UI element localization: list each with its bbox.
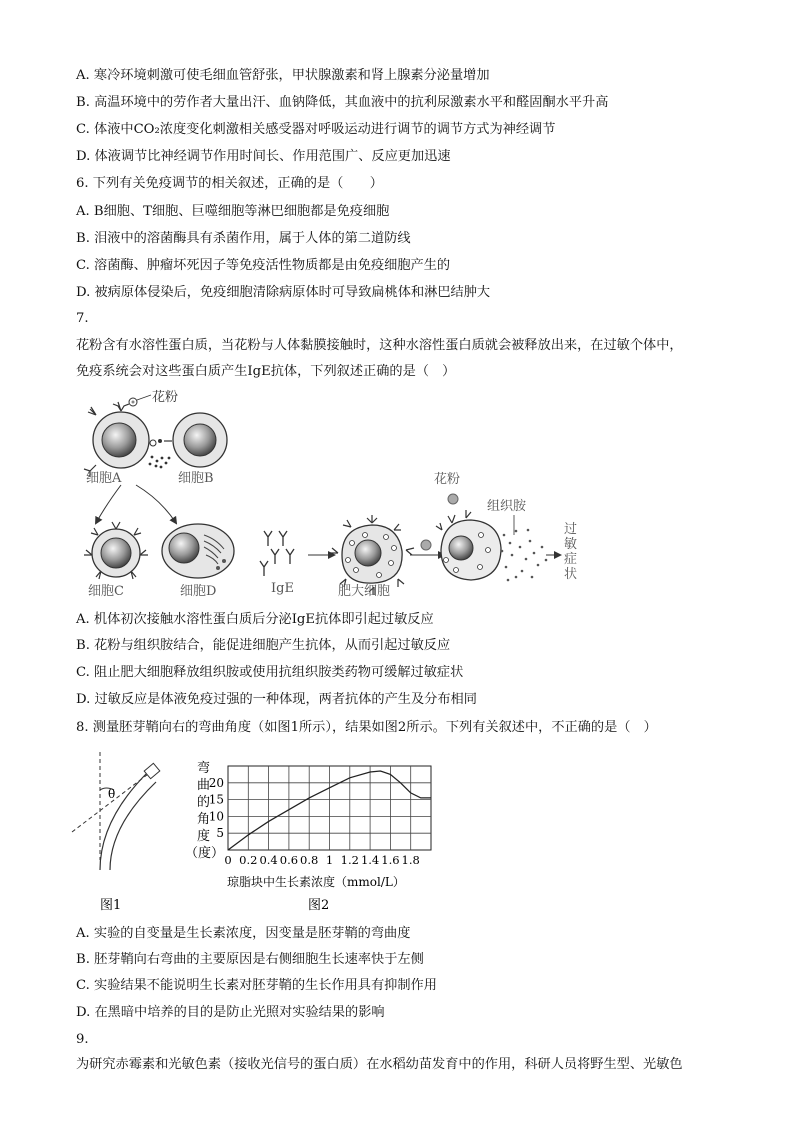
- chart-xtick-label: 1.2: [340, 853, 359, 867]
- theta-label: θ: [108, 787, 116, 801]
- chart-ylabel-char: 度: [197, 829, 211, 844]
- histamine-particles: [501, 529, 548, 582]
- q7-option-b: B. 花粉与组织胺结合，能促进细胞产生抗体，从而引起过敏反应: [76, 638, 451, 653]
- q9-number: 9.: [76, 1032, 89, 1047]
- chart-xtick-label: 0.8: [300, 853, 319, 867]
- q8-option-b: B. 胚芽鞘向右弯曲的主要原因是右侧细胞生长速率快于左侧: [76, 952, 424, 967]
- chart-ylabel-char: 弯: [197, 761, 211, 776]
- chart-xtick-label: 0: [224, 853, 232, 867]
- symptom-char-1: 过: [564, 522, 578, 537]
- q8-stem: 8. 测量胚芽鞘向右的弯曲角度（如图1所示），结果如图2所示。下列有关叙述中，不正确的是（ ）: [76, 720, 657, 735]
- q6-option-d: D. 被病原体侵染后，免疫细胞清除病原体时可导致扁桃体和淋巴结肿大: [76, 285, 491, 300]
- q5-option-a: A. 寒冷环境刺激可使毛细血管舒张，甲状腺激素和肾上腺素分泌量增加: [76, 68, 490, 83]
- q9-stem-line1: 为研究赤霉素和光敏色素（接收光信号的蛋白质）在水稻幼苗发育中的作用，科研人员将野生型、光敏色: [76, 1057, 683, 1072]
- symptom-char-3: 症: [564, 552, 578, 567]
- degranulating-mast-cell: [436, 510, 501, 580]
- chart-ytick-label: 10: [208, 809, 224, 824]
- chart-xtick-label: 0.4: [259, 853, 278, 867]
- chart-xtick-label: 0.6: [279, 853, 299, 867]
- chart-ylabel-char: 曲: [197, 778, 211, 793]
- chart-xlabel: 琼脂块中生长素浓度（mmol/L）: [227, 875, 405, 889]
- chart-ytick-label: 5: [216, 826, 224, 841]
- chart-ylabel-char: （度）: [185, 846, 225, 861]
- chart-ytick-label: 20: [208, 775, 224, 790]
- q5-option-d: D. 体液调节比神经调节作用时间长、作用范围广、反应更加迅速: [76, 149, 451, 164]
- q5-option-b: B. 高温环境中的劳作者大量出汗、血钠降低，其血液中的抗利尿激素水平和醛固酮水平升高: [76, 95, 609, 110]
- chart-xtick-label: 0.2: [239, 853, 258, 867]
- mast-cell: [330, 515, 414, 595]
- pollen-grain-icon-2: [448, 494, 458, 504]
- chart-ylabel-char: 的: [197, 795, 211, 810]
- chart-xtick-label: 1.4: [360, 853, 380, 867]
- chart-ylabel-char: 角: [197, 812, 211, 827]
- cell-d: [162, 524, 234, 578]
- q6-option-c: C. 溶菌酶、肿瘤坏死因子等免疫活性物质都是由免疫细胞产生的: [76, 258, 451, 273]
- chart-xtick-label: 1.6: [381, 853, 400, 867]
- q6-stem: 6. 下列有关免疫调节的相关叙述，正确的是（ ）: [76, 176, 383, 191]
- cell-a: [84, 395, 151, 477]
- q8-figure-2-chart: [183, 758, 443, 918]
- mast-cell-label: 肥大细胞: [338, 584, 391, 599]
- ige-antibodies: [260, 531, 294, 576]
- pollen-label: 花粉: [152, 390, 179, 405]
- q7-option-c: C. 阻止肥大细胞释放组织胺或使用抗组织胺类药物可缓解过敏症状: [76, 665, 464, 680]
- q6-option-b: B. 泪液中的溶菌酶具有杀菌作用，属于人体的第二道防线: [76, 231, 411, 246]
- cell-c-label: 细胞C: [88, 584, 124, 599]
- histamine-label: 组织胺: [487, 499, 527, 514]
- chart-xtick-label: 1.8: [401, 853, 420, 867]
- q7-stem-line1: 花粉含有水溶性蛋白质，当花粉与人体黏膜接触时，这种水溶性蛋白质就会被释放出来，在过敏个体中，: [76, 338, 683, 353]
- symptom-char-4: 状: [564, 567, 578, 582]
- q7-option-d: D. 过敏反应是体液免疫过强的一种体现，两者抗体的产生及分布相同: [76, 692, 477, 707]
- cell-b: [173, 413, 227, 467]
- chart-ytick-label: 15: [208, 792, 224, 807]
- pollen-label-2: 花粉: [434, 472, 461, 487]
- q8-option-c: C. 实验结果不能说明生长素对胚芽鞘的生长作用具有抑制作用: [76, 978, 437, 993]
- cell-d-label: 细胞D: [180, 584, 217, 599]
- cell-a-label: 细胞A: [86, 471, 122, 486]
- cell-c: [84, 522, 148, 579]
- chart-xtick-label: 1: [325, 853, 334, 867]
- pollen-grain-icon: [421, 540, 431, 550]
- cell-a-b-contact: [149, 439, 172, 468]
- q7-stem-line2: 免疫系统会对这些蛋白质产生IgE抗体，下列叙述正确的是（ ）: [76, 364, 456, 379]
- q8-option-d: D. 在黑暗中培养的目的是防止光照对实验结果的影响: [76, 1005, 385, 1020]
- q6-option-a: A. B细胞、T细胞、巨噬细胞等淋巴细胞都是免疫细胞: [76, 204, 390, 219]
- q8-figure-1: [70, 750, 180, 915]
- q8-option-a: A. 实验的自变量是生长素浓度，因变量是胚芽鞘的弯曲度: [76, 926, 411, 941]
- ige-label: IgE: [271, 581, 294, 596]
- fig2-caption: 图2: [308, 898, 330, 913]
- q7-number: 7.: [76, 311, 89, 326]
- cell-b-label: 细胞B: [178, 471, 214, 486]
- symptom-char-2: 敏: [564, 537, 578, 552]
- q7-allergy-figure: [76, 385, 596, 600]
- fig1-caption: 图1: [100, 898, 122, 913]
- q7-option-a: A. 机体初次接触水溶性蛋白质后分泌IgE抗体即引起过敏反应: [76, 612, 434, 627]
- q5-option-c: C. 体液中CO₂浓度变化刺激相关感受器对呼吸运动进行调节的调节方式为神经调节: [76, 122, 556, 137]
